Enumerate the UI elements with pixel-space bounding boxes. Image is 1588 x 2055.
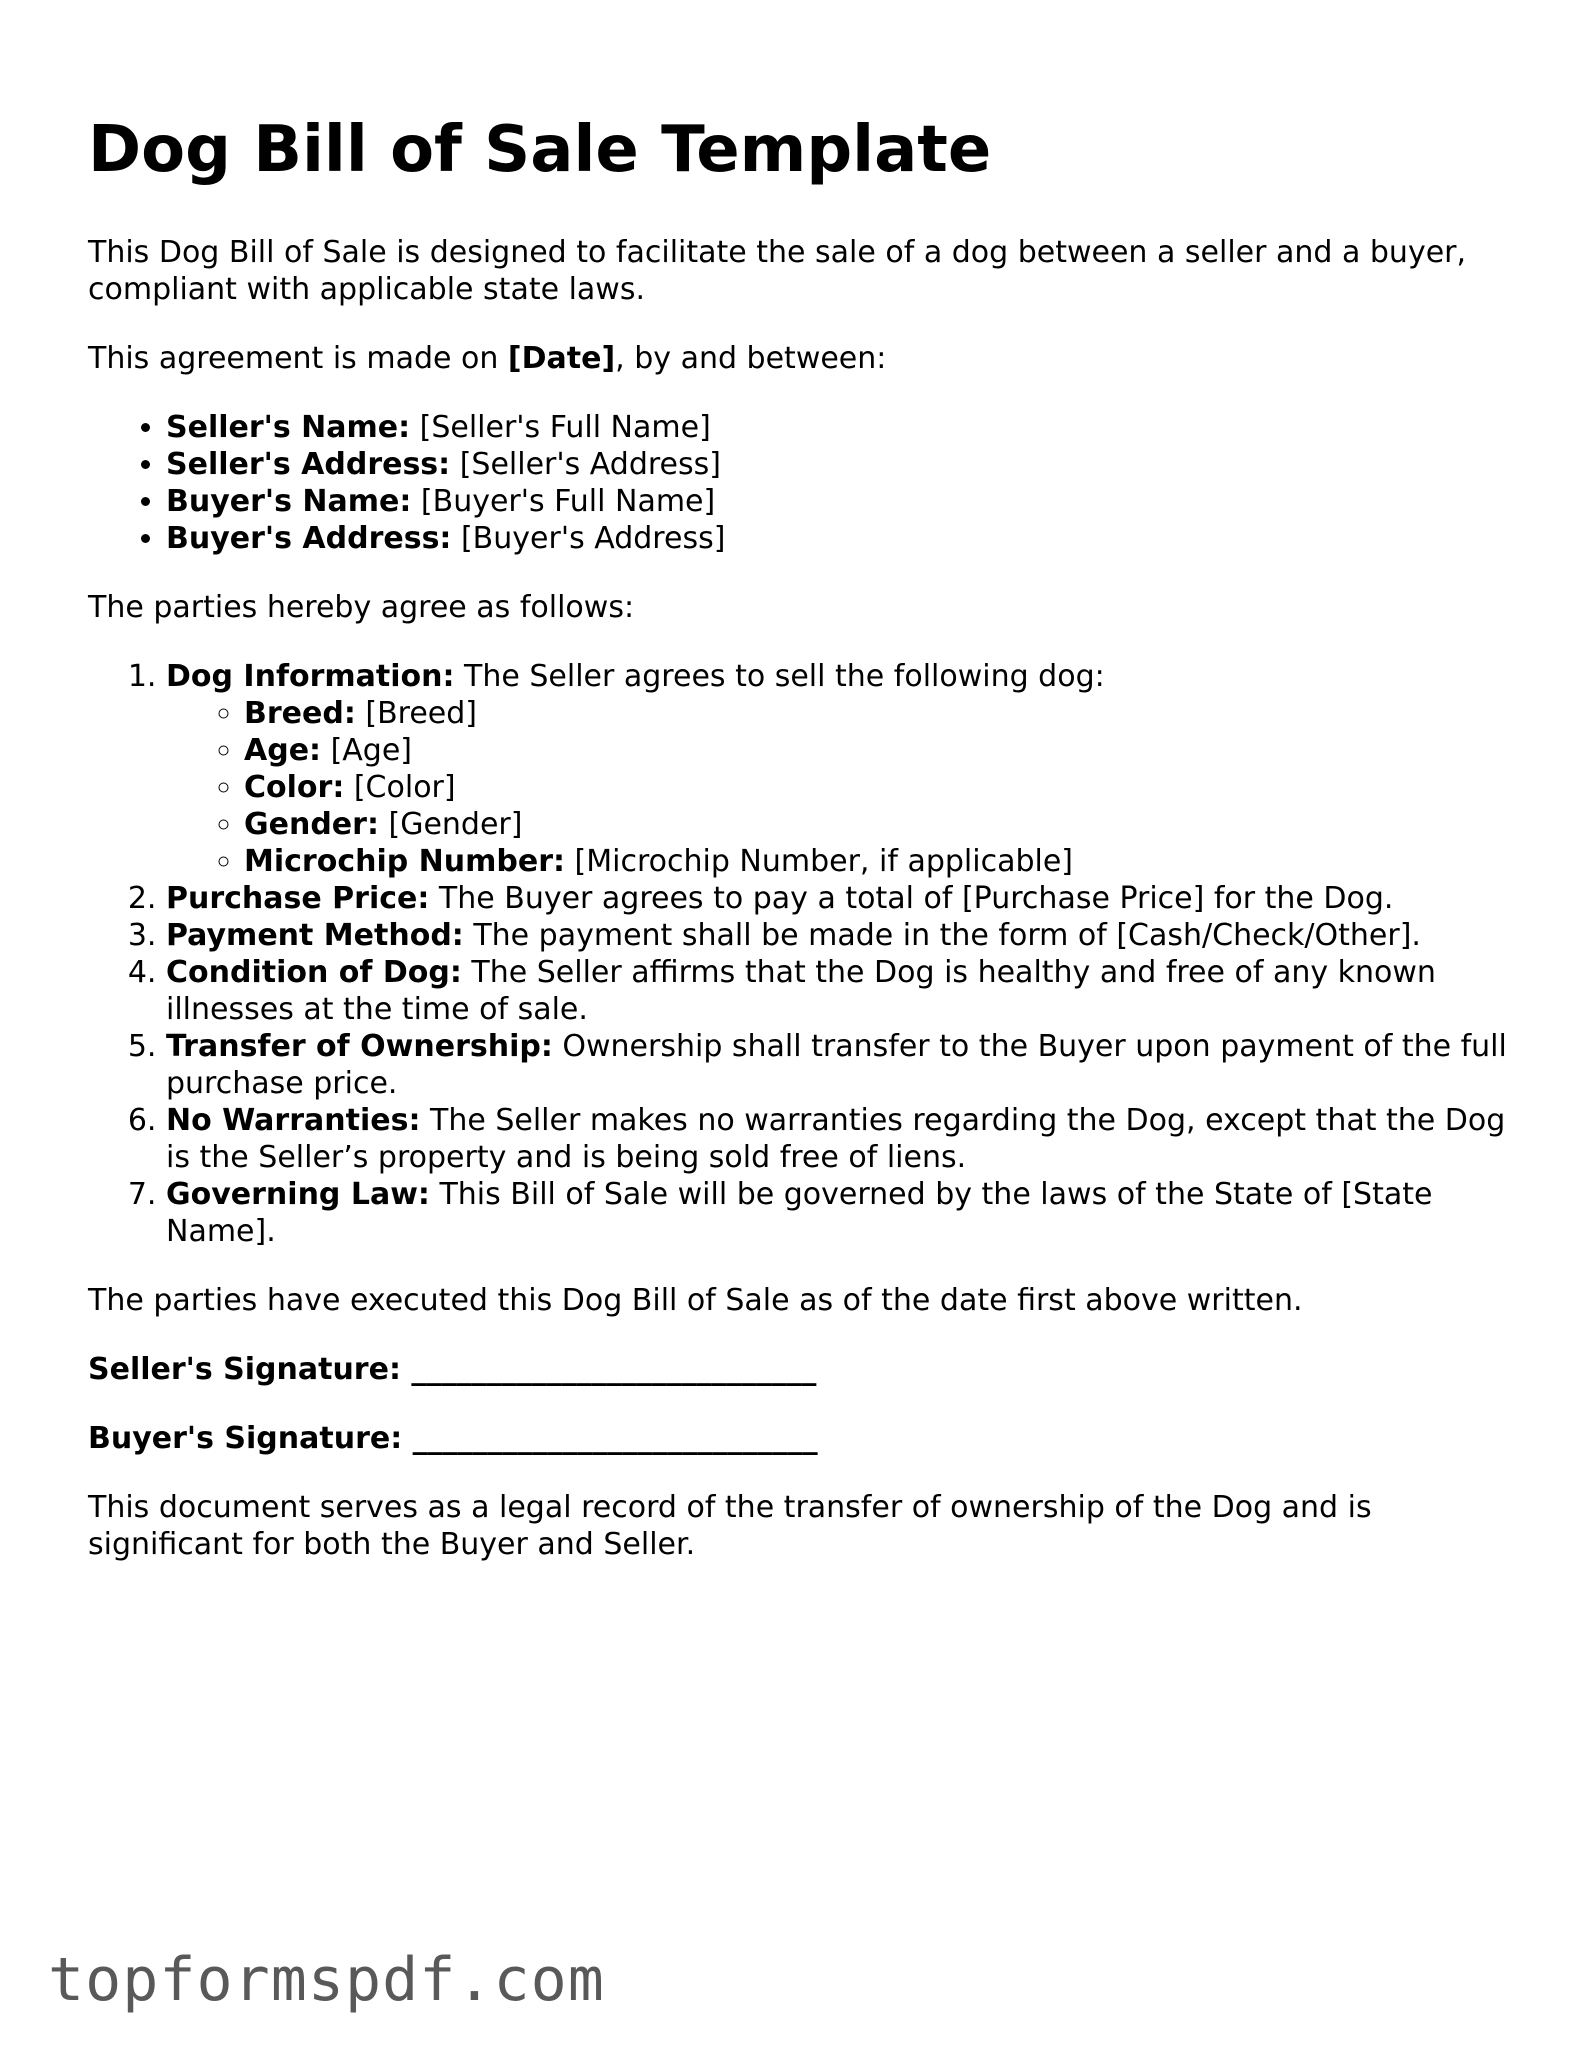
term-dog-information (166, 658, 1518, 880)
party-label: Buyer's Name: (166, 484, 412, 519)
watermark-text: topformspdf.com (48, 1945, 605, 2015)
dog-info-label: Color: (244, 770, 345, 805)
term-label: Condition of Dog: (166, 955, 462, 990)
agreement-suffix: , by and between: (615, 341, 887, 376)
dog-info-label: Gender: (244, 807, 379, 842)
term-payment-method (166, 917, 1518, 954)
parties-list (88, 409, 1518, 557)
agreement-date: [Date] (507, 341, 616, 376)
dog-info-value: [Microchip Number, if applicable] (565, 844, 1073, 879)
closing-paragraph: This document serves as a legal record of the transfer of ownership of the Dog and is significant for both the Buyer and Seller. (88, 1490, 1372, 1562)
term-text: The Seller agrees to sell the following dog: (454, 659, 1105, 694)
dog-info-label: Breed: (244, 696, 356, 731)
party-label: Seller's Address: (166, 447, 451, 482)
seller-signature-line: Seller's Signature: ___________________________ (88, 1352, 817, 1387)
agreement-prefix: This agreement is made on (88, 341, 508, 376)
term-text: The payment shall be made in the form of [Cash/Check/Other]. (463, 918, 1421, 953)
term-label: Purchase Price: (166, 881, 430, 916)
term-text: This Bill of Sale will be governed by the laws of the State of [State Name]. (166, 1177, 1433, 1249)
dog-info-value: [Breed] (355, 696, 477, 731)
executed-paragraph: The parties have executed this Dog Bill of Sale as of the date first above written. (88, 1283, 1303, 1318)
dog-info-color (244, 769, 1518, 806)
dog-info-value: [Color] (344, 770, 456, 805)
party-item-seller-address (166, 446, 1518, 483)
party-item-buyer-name (166, 483, 1518, 520)
term-condition-of-dog (166, 954, 1518, 1028)
party-value: [Buyer's Full Name] (411, 484, 716, 519)
dog-info-value: [Gender] (378, 807, 523, 842)
term-transfer-of-ownership (166, 1028, 1518, 1102)
party-value: [Seller's Address] (450, 447, 721, 482)
party-item-seller-name (166, 409, 1518, 446)
party-value: [Seller's Full Name] (410, 410, 711, 445)
term-text: The Seller makes no warranties regarding the Dog, except that the Dog is the Seller’s property and is being sold free of liens. (166, 1103, 1506, 1175)
term-label: Transfer of Ownership: (166, 1029, 553, 1064)
dog-info-label: Age: (244, 733, 322, 768)
term-label: Payment Method: (166, 918, 464, 953)
term-governing-law (166, 1176, 1518, 1250)
buyer-signature-line: Buyer's Signature: ___________________________ (88, 1421, 818, 1456)
dog-info-gender (244, 806, 1518, 843)
agreement-paragraph (88, 340, 1518, 377)
term-label: Governing Law: (166, 1177, 430, 1212)
terms-list (88, 658, 1518, 1250)
dog-info-breed (244, 695, 1518, 732)
dog-info-value: [Age] (321, 733, 413, 768)
document-title: Dog Bill of Sale Template (88, 113, 992, 187)
dog-info-label: Microchip Number: (244, 844, 566, 879)
term-label: Dog Information: (166, 659, 455, 694)
term-label: No Warranties: (166, 1103, 421, 1138)
party-label: Buyer's Address: (166, 521, 452, 556)
document-page (88, 112, 1518, 1595)
term-text: The Seller affirms that the Dog is healthy and free of any known illnesses at the time of sale. (166, 955, 1436, 1027)
party-item-buyer-address (166, 520, 1518, 557)
term-text: The Buyer agrees to pay a total of [Purchase Price] for the Dog. (429, 881, 1394, 916)
agree-intro: The parties hereby agree as follows: (88, 590, 635, 625)
term-text: Ownership shall transfer to the Buyer upon payment of the full purchase price. (166, 1029, 1507, 1101)
term-purchase-price (166, 880, 1518, 917)
dog-info-age (244, 732, 1518, 769)
dog-info-list (166, 695, 1518, 880)
intro-paragraph: This Dog Bill of Sale is designed to facilitate the sale of a dog between a seller and a buyer, compliant with applicable state laws. (88, 235, 1467, 307)
term-no-warranties (166, 1102, 1518, 1176)
dog-info-microchip (244, 843, 1518, 880)
party-label: Seller's Name: (166, 410, 411, 445)
party-value: [Buyer's Address] (451, 521, 726, 556)
